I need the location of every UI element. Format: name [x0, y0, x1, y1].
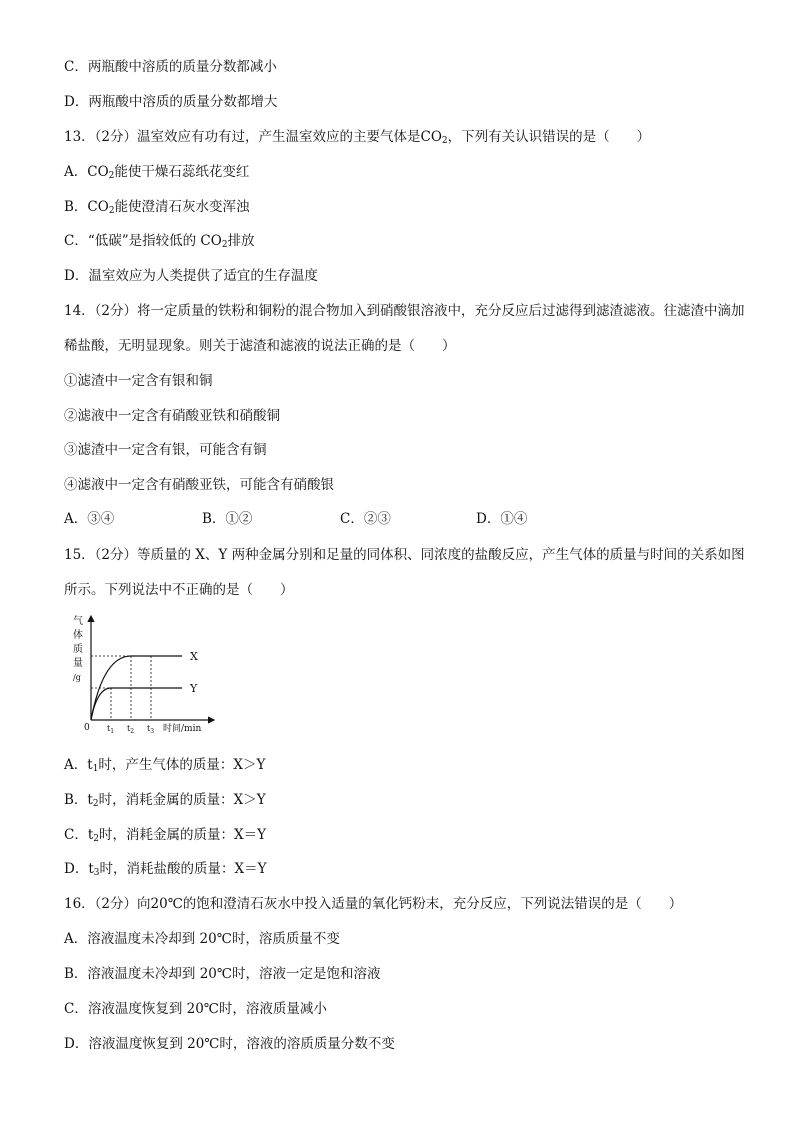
q12-option-d: D．两瓶酸中溶质的质量分数都增大 — [64, 94, 278, 110]
x-axis-label: 时间/min — [163, 724, 202, 734]
q13-stem: 13．（2分）温室效应有功有过，产生温室效应的主要气体是$CO_2$，下列有关认识错误的是（ ） — [64, 129, 651, 146]
series-y-line — [91, 688, 182, 720]
q15-option-d: D．$t_3$时，消耗盐酸的质量：X＝Y — [64, 861, 267, 878]
q14-options-row — [64, 510, 664, 528]
series-y-label: Y — [190, 682, 198, 695]
x-tick-label-t2: $t_2$ — [127, 724, 135, 735]
q15-stem-line2: 所示。下列说法中不正确的是（ ） — [64, 582, 294, 598]
q14-statement-1: ①滤渣中一定含有银和铜 — [64, 373, 213, 389]
q14-statement-4: ④滤液中一定含有硝酸亚铁，可能含有硝酸银 — [64, 477, 334, 493]
origin-label: 0 — [84, 723, 90, 733]
q16-option-b: B．溶液温度未冷却到 20℃时，溶液一定是饱和溶液 — [64, 966, 381, 982]
q13-option-a: A．$CO_2$能使干燥石蕊纸花变红 — [64, 164, 250, 181]
q14-option-c: C．②③ — [340, 511, 391, 527]
y-axis-label-char: 体 — [73, 630, 83, 641]
q14-option-b: B．①② — [202, 511, 253, 527]
q13-option-b: B．$CO_2$能使澄清石灰水变浑浊 — [64, 199, 250, 216]
q16-option-a: A．溶液温度未冷却到 20℃时，溶质质量不变 — [64, 931, 340, 947]
y-axis-label — [73, 615, 83, 682]
y-axis-label-char: 量 — [73, 658, 83, 669]
q14-statement-2: ②滤液中一定含有硝酸亚铁和硝酸铜 — [64, 408, 280, 424]
q14-option-d: D．①④ — [476, 511, 528, 527]
q14-stem-line2: 稀盐酸，无明显现象。则关于滤渣和滤液的说法正确的是（ ） — [64, 338, 456, 354]
q14-option-a: A．③④ — [64, 511, 115, 527]
q15-stem-line1: 15．（2分）等质量的 X、Y 两种金属分别和足量的同体积、同浓度的盐酸反应，产生气体的质量与时间的关系如图 — [64, 547, 745, 563]
x-tick-label-t1: $t_1$ — [107, 724, 115, 735]
q13-option-c: C．“低碳”是指较低的 $CO_2$排放 — [64, 233, 255, 250]
q16-stem: 16．（2分）向20℃的饱和澄清石灰水中投入适量的氧化钙粉末，充分反应，下列说法错误的是（ ） — [64, 896, 683, 912]
q14-statement-3: ③滤渣中一定含有银，可能含有铜 — [64, 442, 267, 458]
q15-option-b: B．$t_2$时，消耗金属的质量：X＞Y — [64, 792, 266, 809]
q13-option-d: D．温室效应为人类提供了适宜的生存温度 — [64, 268, 318, 284]
y-axis-label-char: /g — [73, 673, 81, 682]
q16-option-c: C．溶液温度恢复到 20℃时，溶液质量减小 — [64, 1001, 327, 1017]
y-axis-label-char: 气 — [73, 616, 83, 627]
q12-option-c: C．两瓶酸中溶质的质量分数都减小 — [64, 59, 277, 75]
q15-option-c: C．$t_2$时，消耗金属的质量：X＝Y — [64, 827, 267, 844]
y-axis-label-char: 质 — [73, 644, 83, 655]
x-tick-label-t3: $t_3$ — [147, 724, 155, 735]
q14-stem-line1: 14．（2分）将一定质量的铁粉和铜粉的混合物加入到硝酸银溶液中，充分反应后过滤得到滤渣滤液。往滤渣中滴加 — [64, 303, 745, 319]
q15-option-a: A．$t_1$时，产生气体的质量：X＞Y — [64, 757, 266, 774]
q16-option-d: D．溶液温度恢复到 20℃时，溶液的溶质质量分数不变 — [64, 1036, 395, 1052]
gas-mass-time-chart — [64, 610, 224, 740]
series-x-label: X — [190, 650, 198, 663]
